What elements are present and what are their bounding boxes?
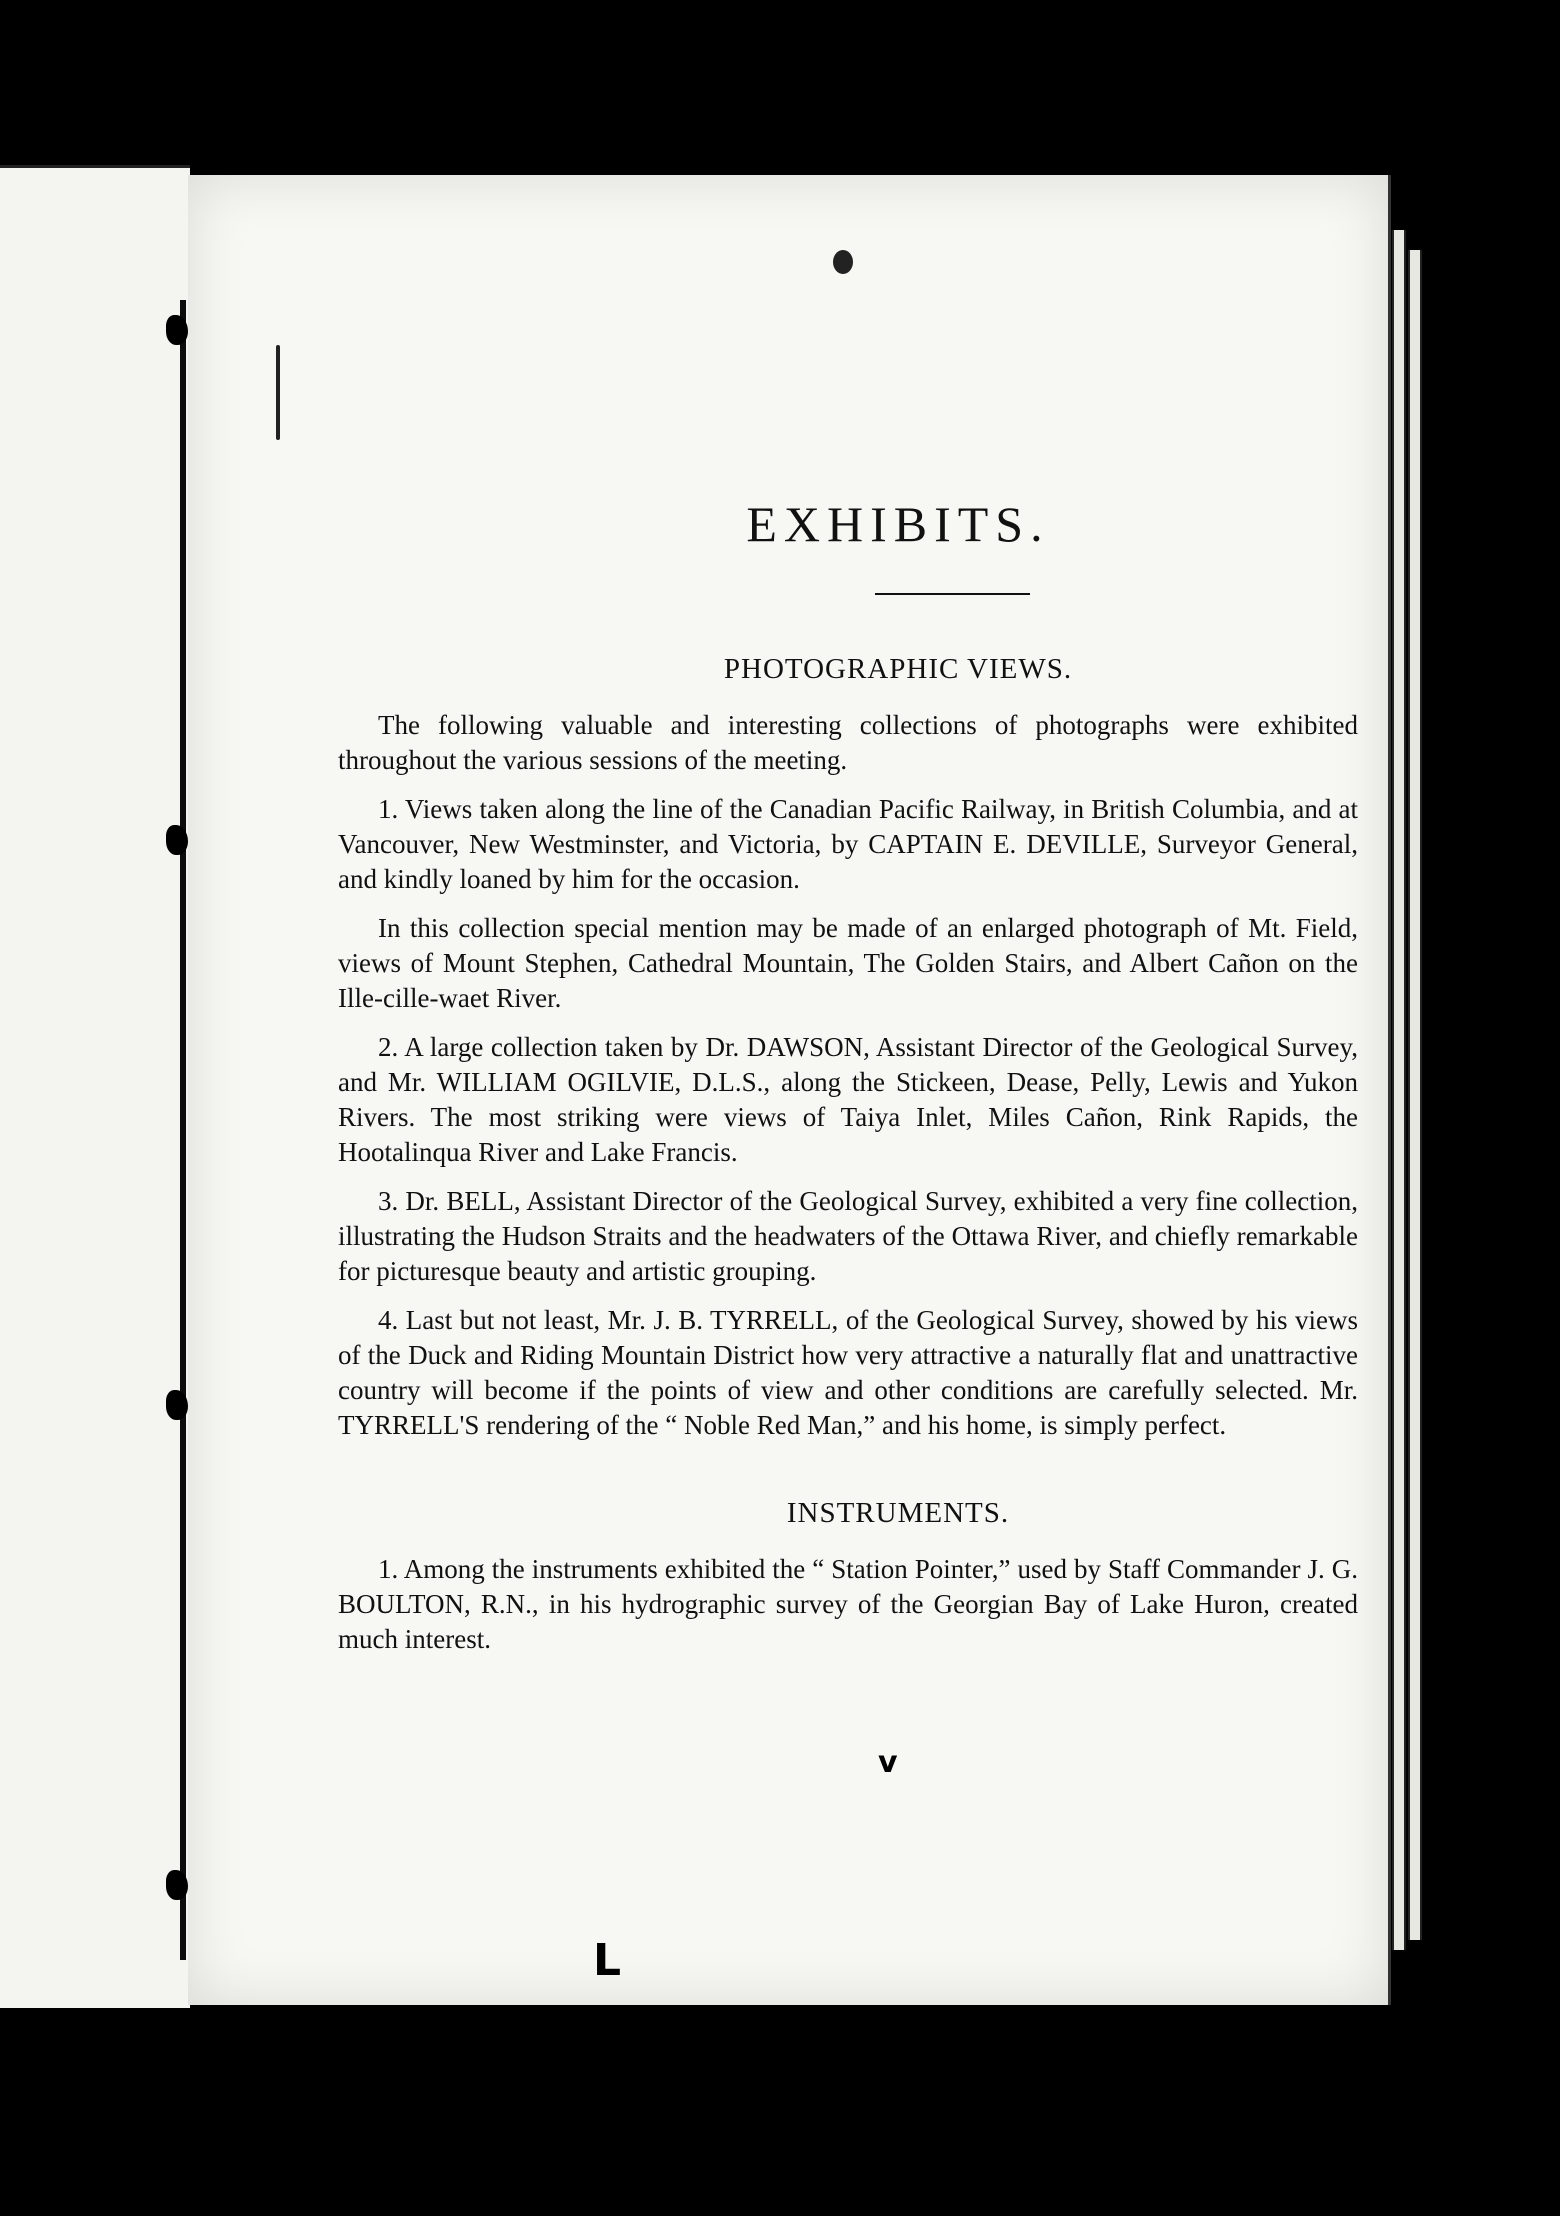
paragraph: In this collection special mention may be made of an enlarged photograph of Mt. Field, views of Mount Stephen, Cathedral Mountain, The Golden Stairs, and Albert Cañon on the Ille-cille-waet River. xyxy=(338,913,1358,1013)
section-heading-instruments: INSTRUMENTS. xyxy=(786,1497,1010,1529)
book-gutter xyxy=(180,300,186,1960)
paragraph: 2. A large collection taken by Dr. DAWSON, Assistant Director of the Geological Survey, and Mr. WILLIAM OGILVIE, D.L.S., along the Stickeen, Dease, Pelly, Lewis and Yukon Rivers. The most striking were views of Taiya Inlet, Miles Cañon, Rink Rapids, the Hootalinqua River and Lake Francis. xyxy=(338,1032,1358,1167)
binding-mark xyxy=(166,1870,188,1900)
paragraph: 3. Dr. BELL, Assistant Director of the Geological Survey, exhibited a very fine collection, illustrating the Hudson Straits and the headwaters of the Ottawa River, and chiefly remarkable for picturesque beauty and artistic grouping. xyxy=(338,1186,1358,1286)
paragraph: 4. Last but not least, Mr. J. B. TYRRELL, of the Geological Survey, showed by his views of the Duck and Riding Mountain District how very attractive a naturally flat and unattractive country will become if the points of view and other conditions are carefully selected. Mr. TYRRELL'S rendering of the “ Noble Red Man,” and his home, is simply perfect. xyxy=(338,1305,1358,1440)
page-edge xyxy=(1408,250,1422,1940)
section-heading-photographic-views: PHOTOGRAPHIC VIEWS. xyxy=(723,653,1073,685)
page-edge xyxy=(1392,230,1406,1950)
binding-mark xyxy=(166,825,188,855)
book-page xyxy=(188,175,1391,2005)
paragraph: 1. Views taken along the line of the Canadian Pacific Railway, in British Columbia, and at Vancouver, New Westminster, and Victoria, by CAPTAIN E. DEVILLE, Surveyor General, and kindly loaned by him for the occasion. xyxy=(338,794,1358,894)
ink-speck xyxy=(833,250,853,274)
binding-mark xyxy=(166,1390,188,1420)
ink-stroke xyxy=(276,345,280,440)
title-rule xyxy=(875,593,1030,595)
binding-mark xyxy=(166,315,188,345)
left-page-leaf xyxy=(0,165,190,2008)
paragraph: 1. Among the instruments exhibited the “ Station Pointer,” used by Staff Commander J. G. BOULTON, R.N., in his hydrographic survey of the Georgian Bay of Lake Huron, created much interest. xyxy=(338,1554,1358,1654)
paragraph: The following valuable and interesting collections of photographs were exhibited throughout the various sessions of the meeting. xyxy=(338,710,1358,775)
page-title: EXHIBITS. xyxy=(746,496,1050,552)
page-content xyxy=(338,495,1358,1671)
margin-mark: v xyxy=(878,1745,898,1780)
margin-mark: L xyxy=(593,1935,622,1986)
